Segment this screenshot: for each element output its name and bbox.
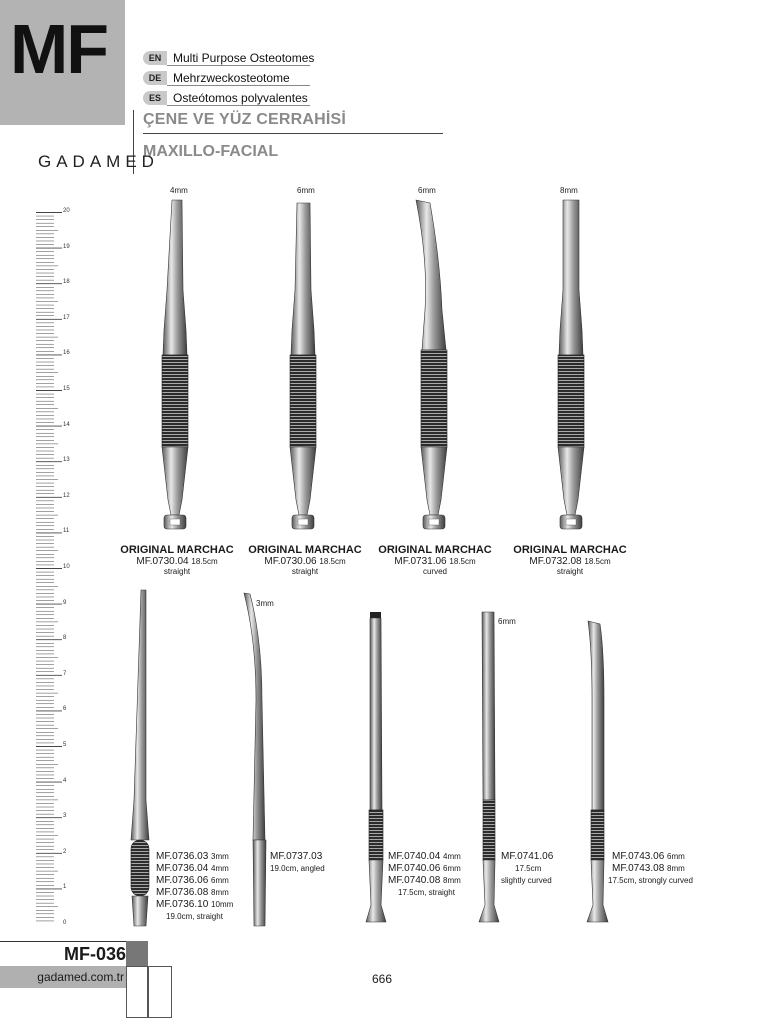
product-description: curved [422,567,447,576]
product-caption [240,544,370,576]
header-code: MF [10,10,108,88]
ruler-label: 4 [63,777,67,784]
ruler-label: 2 [63,848,67,855]
product-code: MF.0730.06 [264,556,317,567]
product-code: MF.0736.04 [156,863,209,874]
ruler-label: 20 [63,208,70,214]
osteotome-illustration [290,203,316,529]
product-description: 17.5cm, straight [398,888,455,897]
product-caption [270,851,325,875]
ruler-label: 14 [63,421,70,428]
product-caption [505,544,635,576]
blade-width-label: 6mm [418,186,436,195]
ruler-label: 13 [63,457,70,464]
product-name: ORIGINAL MARCHAC [513,544,627,556]
footer-block [126,941,148,966]
product-caption [388,851,461,899]
osteotome-illustration [479,612,499,922]
product-caption [156,851,233,923]
footer-box [148,966,172,1018]
product-caption [501,851,553,887]
ruler-label: 15 [63,386,70,392]
language-code: EN [143,51,167,65]
osteotome-illustration [131,590,149,926]
ruler-label: 19 [63,243,70,250]
language-text: Multi Purpose Osteotomes [173,51,315,65]
osteotome-illustration [162,200,188,529]
product-code: MF.0741.06 [501,851,554,862]
product-code: MF.0731.06 [394,556,447,567]
section-title-en: MAXILLO-FACIAL [143,143,279,160]
product-code: MF.0740.06 [388,863,441,874]
product-size: 6mm [443,864,461,873]
blade-width-label: 6mm [498,617,516,626]
ruler-label: 3 [63,813,67,820]
ruler-label: 16 [63,350,70,357]
product-length: 18.5cm [449,557,476,566]
product-size: 8mm [667,864,685,873]
ruler-label: 1 [63,884,67,891]
product-code: MF.0740.04 [388,851,441,862]
product-name: ORIGINAL MARCHAC [378,544,492,556]
product-caption [112,544,242,576]
product-description: straight [291,567,319,576]
product-length: 18.5cm [584,557,611,566]
product-caption [370,544,500,576]
product-length: 18.5cm [191,557,218,566]
ruler-label: 6 [63,706,67,713]
ruler-label: 7 [63,670,67,677]
ruler-label: 18 [63,279,70,286]
product-code: MF.0736.08 [156,887,209,898]
ruler-label: 0 [63,920,67,926]
product-description: straight [163,567,191,576]
language-text: Mehrzweckosteotome [173,71,290,85]
product-caption [608,851,693,887]
product-description: slightly curved [501,876,552,885]
product-code: MF.0736.03 [156,851,209,862]
product-code: MF.0732.08 [529,556,582,567]
brand-logo: GADAMED [38,152,159,171]
product-description: 17.5cm, strongly curved [608,876,693,885]
language-text: Osteótomos polyvalentes [173,91,308,105]
product-code: MF.0737.03 [270,851,323,862]
ruler-label: 9 [63,599,67,606]
product-name: ORIGINAL MARCHAC [248,544,362,556]
osteotome-illustration [416,200,447,529]
product-size: 6mm [667,852,685,861]
product-code: MF.0743.06 [612,851,665,862]
language-code: DE [143,71,167,85]
product-code: MF.0736.06 [156,875,209,886]
footer-box [126,966,148,1018]
ruler-label: 12 [63,492,70,499]
section-title-tr: ÇENE VE YÜZ CERRAHİSİ [143,111,347,128]
ruler-label: 10 [63,564,70,570]
ruler-label: 11 [63,528,70,535]
product-code: MF.0736.10 [156,899,209,910]
product-size: 3mm [211,852,229,861]
product-size: 8mm [443,876,461,885]
catalog-page-code: MF-036 [0,941,126,967]
product-length: 18.5cm [319,557,346,566]
product-description: 19.0cm, straight [166,912,223,921]
blade-width-label: 3mm [256,599,274,608]
page-number: 666 [372,972,393,986]
osteotome-illustration [558,200,584,529]
language-code: ES [143,91,167,105]
product-size: 8mm [211,888,229,897]
product-size: 10mm [211,900,234,909]
product-description: straight [556,567,584,576]
blade-width-label: 6mm [297,186,315,195]
ruler-label: 5 [63,742,67,748]
osteotome-illustration [366,612,386,922]
product-description: 19.0cm, angled [270,864,325,873]
product-size: 4mm [443,852,461,861]
osteotome-illustration [587,621,608,922]
ruler-label: 17 [63,314,70,321]
product-code: MF.0730.04 [136,556,189,567]
product-size: 4mm [211,864,229,873]
product-code: MF.0743.08 [612,863,665,874]
product-code: MF.0740.08 [388,875,441,886]
blade-width-label: 4mm [170,186,188,195]
product-size: 6mm [211,876,229,885]
product-name: ORIGINAL MARCHAC [120,544,234,556]
osteotome-illustration [244,593,266,926]
ruler-label: 8 [63,635,67,642]
blade-width-label: 8mm [560,186,578,195]
product-length: 17.5cm [515,864,542,873]
website-link[interactable]: gadamed.com.tr [37,970,124,984]
